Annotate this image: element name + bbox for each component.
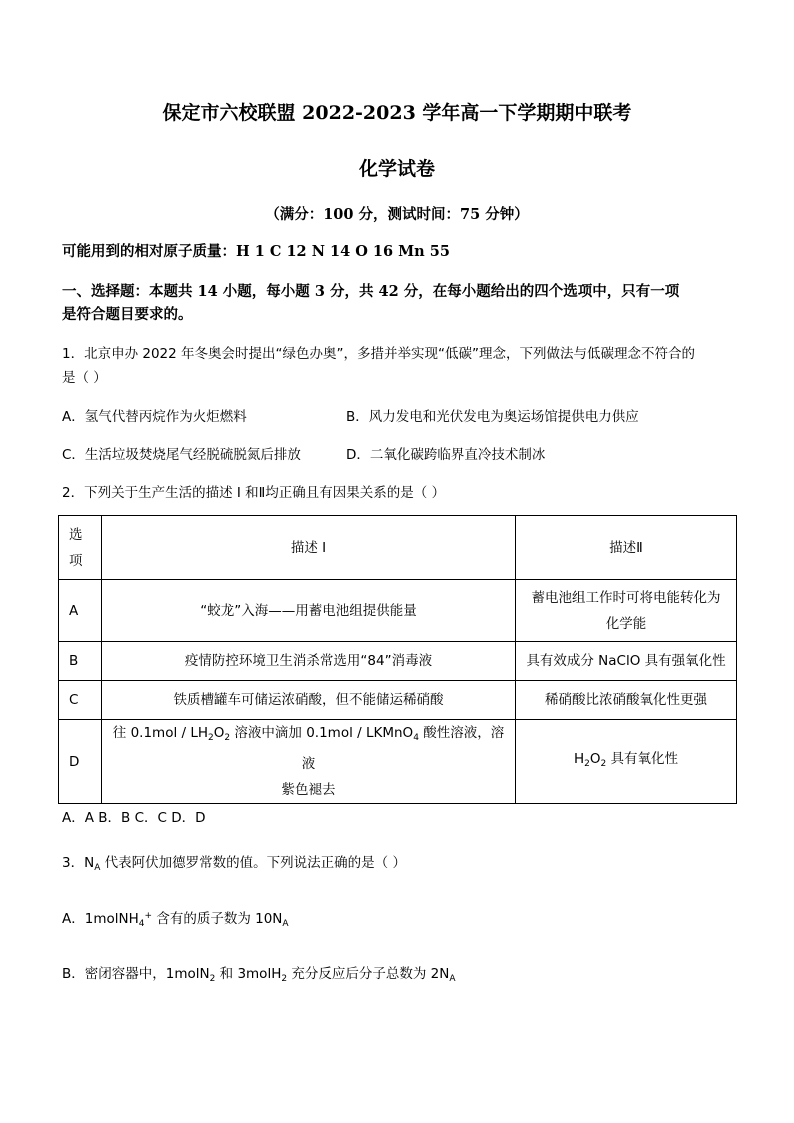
q2-table [58, 515, 737, 804]
q3-stem-part: 代表阿伏加德罗常数的值。下列说法正确的是（ ） [100, 855, 406, 871]
q1-option-d: D．二氧化碳跨临界直冷技术制冰 [346, 447, 546, 463]
row-desc2-line2: 化学能 [605, 615, 647, 632]
row-option: D [59, 720, 102, 804]
row-desc2 [516, 580, 737, 642]
row-desc2 [516, 720, 737, 804]
row-desc2: 具有效成分 NaClO 具有强氧化性 [516, 642, 737, 681]
option-part: 和 3molH [215, 966, 282, 982]
q1-option-a: A．氢气代替丙烷作为火炬燃料 [62, 409, 247, 425]
subscript: 2 [600, 759, 607, 769]
row-desc1 [102, 720, 516, 804]
q3-option-a [62, 907, 289, 929]
row-option: B [59, 642, 102, 681]
atomic-masses: 可能用到的相对原子质量：H 1 C 12 N 14 O 16 Mn 55 [62, 243, 450, 260]
subscript: 2 [224, 733, 231, 743]
superscript: + [144, 911, 153, 921]
option-part: 含有的质子数为 10N [152, 911, 283, 927]
section-heading-line1: 一、选择题：本题共 14 小题，每小题 3 分，共 42 分，在每小题给出的四个选项中，只有一项 [62, 283, 680, 300]
subscript: 2 [209, 974, 216, 984]
subscript: 2 [584, 759, 590, 769]
q2-answers: A．A B．B C．C D．D [62, 810, 206, 826]
header-desc1-cell: 描述 I [102, 516, 516, 580]
table-row [59, 580, 737, 642]
q1-stem-line1: 1．北京申办 2022 年冬奥会时提出“绿色办奥”，多措并举实现“低碳”理念，下列做法与低碳理念不符合的 [62, 346, 696, 362]
subscript: 2 [281, 974, 288, 984]
header-option-line1: 选 [69, 526, 83, 543]
subject-title: 化学试卷 [358, 158, 435, 180]
header-option-line2: 项 [69, 552, 83, 569]
q3-stem-part: 3．N [62, 855, 95, 871]
section-heading-line2: 是符合题目要求的。 [62, 306, 193, 323]
q3-stem [62, 851, 406, 873]
subscript: A [449, 974, 456, 984]
row-desc1: 铁质槽罐车可储运浓硝酸，但不能储运稀硝酸 [102, 681, 516, 720]
subscript: 4 [413, 733, 419, 743]
row-desc2-line1: 蓄电池组工作时可将电能转化为 [531, 589, 721, 606]
table-row [59, 681, 737, 720]
q2-stem: 2．下列关于生产生活的描述 I 和Ⅱ均正确且有因果关系的是（ ） [62, 485, 446, 501]
subscript: A [94, 863, 101, 873]
row-option: C [59, 681, 102, 720]
row-option: A [59, 580, 102, 642]
table-row [59, 720, 737, 804]
table-header-row [59, 516, 737, 580]
header-option-cell [59, 516, 102, 580]
desc2-part: H [573, 751, 585, 767]
desc1-part: 溶液中滴加 0.1mol / LKMnO [230, 725, 414, 741]
header-desc2-cell: 描述Ⅱ [516, 516, 737, 580]
option-part: A．1molNH [62, 911, 139, 927]
desc1-part: 酸性溶液，溶液 [301, 725, 505, 772]
subscript: 4 [138, 919, 145, 929]
exam-info: （满分：100 分，测试时间：75 分钟） [265, 206, 529, 223]
option-part: 充分反应后分子总数为 2N [287, 966, 450, 982]
table-row [59, 642, 737, 681]
row-desc1: 疫情防控环境卫生消杀常选用“84”消毒液 [102, 642, 516, 681]
subscript: 2 [208, 733, 214, 743]
q1-option-b: B．风力发电和光伏发电为奥运场馆提供电力供应 [346, 409, 639, 425]
subscript: A [282, 919, 289, 929]
option-part: B．密闭容器中，1molN [62, 966, 210, 982]
desc1-line2: 紫色褪去 [281, 782, 336, 798]
row-desc2: 稀硝酸比浓硝酸氧化性更强 [516, 681, 737, 720]
desc1-part: 往 0.1mol / LH [112, 725, 209, 741]
desc2-part: O [589, 751, 601, 767]
desc1-part: O [213, 725, 225, 741]
q3-option-b [62, 962, 456, 984]
exam-title: 保定市六校联盟 2022-2023 学年高一下学期期中联考 [162, 102, 632, 124]
row-desc1: “蛟龙”入海——用蓄电池组提供能量 [102, 580, 516, 642]
q1-stem-line2: 是（ ） [62, 370, 107, 386]
q1-option-c: C．生活垃圾焚烧尾气经脱硫脱氮后排放 [62, 447, 301, 463]
desc2-part: 具有氧化性 [606, 751, 679, 767]
